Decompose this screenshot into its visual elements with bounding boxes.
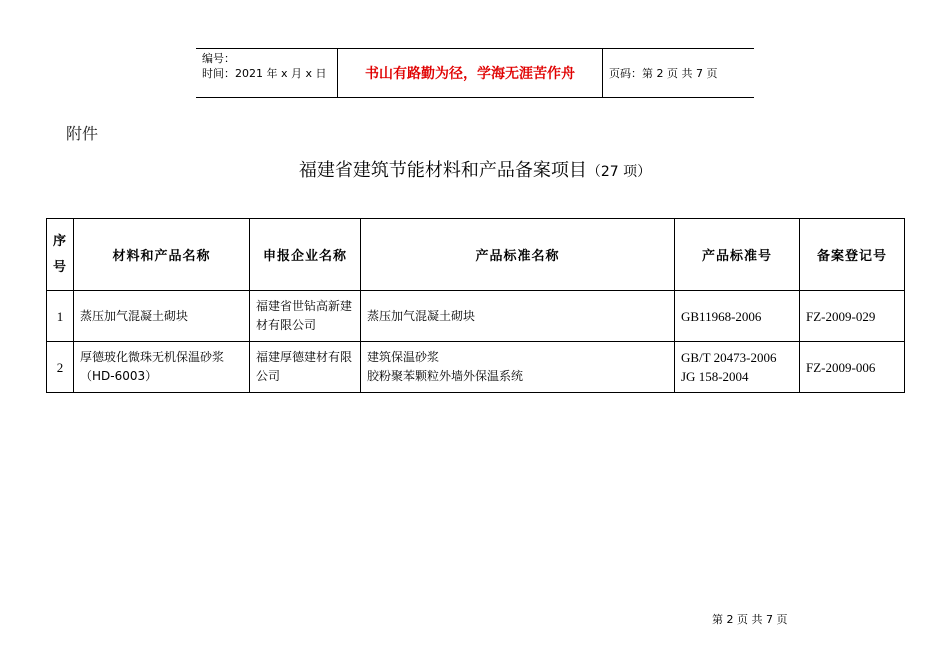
header-standard-name: 产品标准名称 — [361, 219, 675, 291]
annex-label: 附件 — [66, 124, 99, 143]
standard-no-line: JG 158-2004 — [681, 369, 749, 384]
header-page-label: 页码：第 2 页 共 7 页 — [609, 67, 718, 80]
header-product: 材料和产品名称 — [74, 219, 250, 291]
cell-reg-no: FZ-2009-029 — [800, 291, 905, 342]
table-row — [47, 342, 905, 393]
cell-company: 福建厚德建材有限公司 — [250, 342, 361, 393]
cell-seq: 1 — [47, 291, 74, 342]
page-header — [196, 48, 754, 98]
cell-product: 蒸压加气混凝土砌块 — [74, 291, 250, 342]
document-title — [0, 156, 950, 182]
cell-standard-no: GB11968-2006 — [675, 291, 800, 342]
cell-company: 福建省世钻高新建材有限公司 — [250, 291, 361, 342]
page-footer: 第 2 页 共 7 页 — [712, 613, 788, 626]
cell-seq: 2 — [47, 342, 74, 393]
cell-reg-no: FZ-2009-006 — [800, 342, 905, 393]
header-meta — [196, 49, 338, 97]
cell-standard-no — [675, 342, 800, 393]
table-row — [47, 291, 905, 342]
header-motto: 书山有路勤为径，学海无涯苦作舟 — [338, 49, 603, 97]
header-company: 申报企业名称 — [250, 219, 361, 291]
time-label: 时间：2021 年 x 月 x 日 — [202, 67, 327, 80]
cell-standard-name — [361, 342, 675, 393]
title-count: （27 项） — [586, 164, 652, 180]
header-reg-no: 备案登记号 — [800, 219, 905, 291]
registration-table — [46, 218, 905, 393]
standard-name-line: 建筑保温砂浆 — [367, 350, 440, 364]
cell-standard-name: 蒸压加气混凝土砌块 — [361, 291, 675, 342]
table-header-row — [47, 219, 905, 291]
header-standard-no: 产品标准号 — [675, 219, 800, 291]
standard-name-line: 胶粉聚苯颗粒外墙外保温系统 — [367, 369, 524, 383]
title-main: 福建省建筑节能材料和产品备案项目 — [298, 160, 587, 181]
cell-product: 厚德玻化微珠无机保温砂浆（HD-6003） — [74, 342, 250, 393]
header-seq: 序 号 — [47, 219, 74, 291]
serial-label: 编号： — [202, 52, 235, 65]
standard-no-line: GB/T 20473-2006 — [681, 350, 777, 365]
